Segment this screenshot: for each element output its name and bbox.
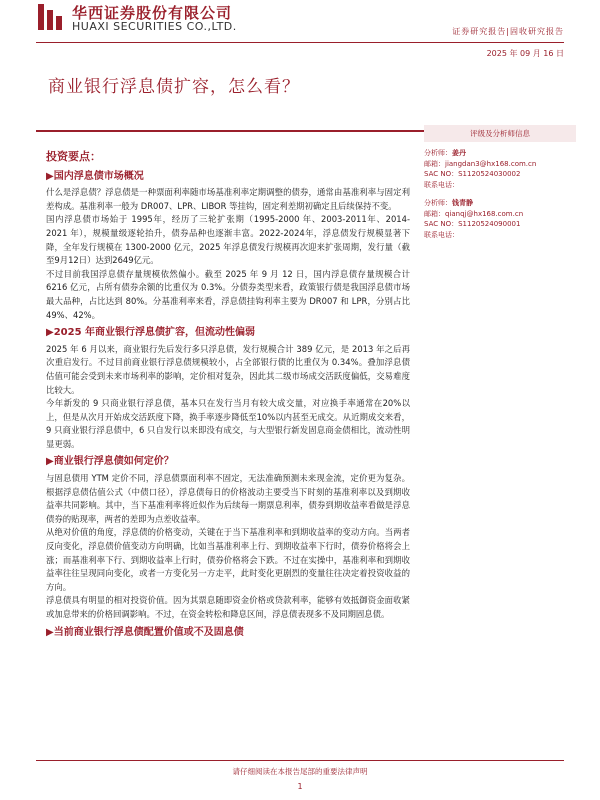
report-title: 商业银行浮息债扩容，怎么看？ <box>48 77 300 97</box>
analyst-sac: SAC NO：S1120524090001 <box>424 220 521 228</box>
legal-disclaimer: 请仔细阅读在本报告尾部的重要法律声明 <box>232 767 368 776</box>
analyst-name: 姜丹 <box>452 149 466 157</box>
section-heading-4: ▶当前商业银行浮息债配置价值或不及固息债 <box>46 626 244 638</box>
section-1-paragraph-3: 不过目前我国浮息债存量规模依然偏小。截至 2025 年 9 月 12 日，国内浮息债存量规模合计 6216 亿元，占所有债券余额的比重仅为 0.3%。分债券类型来看，政策银行债是我国浮息债市场最大品种，占比达到 80%。分基准利率来看，浮息债挂钩利率主要为 DR007 和 LPR，分别占比 49%、42%。 <box>46 268 410 320</box>
page-number: 1 <box>297 782 303 791</box>
key-points-title: 投资要点： <box>46 150 101 163</box>
analyst-email[interactable]: 邮箱：qianqj@hx168.com.cn <box>424 209 524 218</box>
section-heading-2: ▶2025 年商业银行浮息债扩容，但流动性偏弱 <box>46 327 256 339</box>
section-1-paragraph-2: 国内浮息债市场始于 1995年，经历了三轮扩张期（1995-2000 年、2003-2011年、2014-2021 年），规模量级逐轮抬升，债券品种也逐渐丰富。2022-2024年，浮息债发行规模显著下降，全年发行规模在 1300-2000 亿元，2025 年浮息债发行规模再次迎来扩张周期，发行量（截至9月12日）达到2649亿元。 <box>46 214 410 266</box>
report-date: 2025 年 09 月 16 日 <box>486 49 564 58</box>
company-name-en: HUAXI SECURITIES CO.,LTD. <box>72 20 237 33</box>
analyst-phone: 联系电话： <box>424 230 459 239</box>
section-3-paragraph-3: 浮息债具有明显的相对投资价值。因为其票息随即资金价格或贷款利率，能够有效抵御资金面收紧或加息带来的价格回调影响。不过，在资金转松和降息区间，浮息债表现多不及同期固息债。 <box>46 595 410 619</box>
section-1-paragraph-1: 什么是浮息债？浮息债是一种票面利率随市场基准利率定期调整的债券，通常由基准利率与固定利差构成。基准利率一般为 DR007、LPR、LIBOR 等挂钩，固定利差期初确定且后续保持不变。 <box>46 187 410 211</box>
main-content <box>46 150 410 642</box>
analyst-card-2 <box>424 198 576 240</box>
report-type: 证券研究报告|固收研究报告 <box>452 27 564 36</box>
section-3-paragraph-1: 与固息债用 YTM 定价不同，浮息债票面利率不固定，无法准确预测未来现金流，定价更为复杂。根据浮息债估值公式（中债口径），浮息债每日的价格波动主要受当下时刻的基准利率以及到期收益率共同影响。其中，当下基准利率将近似作为后续每一期票息利率，债券到期收益率看做是浮息债券的贴现率，两者的差即为点差收益率。 <box>46 473 410 524</box>
section-3-paragraph-2: 从绝对价值的角度，浮息债的价格变动，关键在于当下基准利率和到期收益率的变动方向。当两者反向变化，浮息债价值变动方向明确，比如当基准利率上行、到期收益率下行时，债券价格将会上涨；而基准利率下行、到期收益率上行时，债券价格将会下跌。不过在实操中，基准利率和到期收益率往往呈现同向变化，或者一方变化另一方走平，此时变化更剧烈的变量往往决定着投资收益的方向。 <box>46 527 410 592</box>
section-2-paragraph-2: 今年新发的 9 只商业银行浮息债，基本只在发行当月有较大成交量，对应换手率通常在20%以上，但是从次月开始成交活跃度下降，换手率逐步降低至10%以内甚至无成交。从近期成交来看，9 只商业银行浮息债中，6 只自发行以来即没有成交，与大型银行新发固息商金债相比，流动性明显更弱。 <box>46 398 410 449</box>
header-divider <box>36 42 564 43</box>
analyst-phone: 联系电话： <box>424 180 459 189</box>
analyst-email[interactable]: 邮箱：jiangdan3@hx168.com.cn <box>424 159 537 168</box>
company-name-cn: 华西证券股份有限公司 <box>72 4 233 22</box>
analyst-role: 分析师： <box>424 149 452 157</box>
section-2-paragraph-1: 2025 年 6 月以来，商业银行先后发行多只浮息债，发行规模合计 389 亿元，是 2013 年之后再次重启发行。不过目前商业银行浮息债规模较小，占全部银行债的比重仅为 0.34%。叠加浮息债估值可能会受到未来市场利率的影响，定价相对复杂，因此其二级市场成交活跃度偏低，交易难度比较大。 <box>46 343 410 395</box>
rating-analyst-box-title: 评级及分析师信息 <box>424 125 576 142</box>
analyst-role: 分析师： <box>424 199 452 207</box>
company-logo <box>36 2 64 32</box>
analyst-name: 钱青静 <box>452 199 473 207</box>
section-heading-3: ▶商业银行浮息债如何定价？ <box>46 456 174 468</box>
footer-divider <box>36 760 564 761</box>
analyst-sidebar <box>424 125 576 248</box>
analyst-card-1 <box>424 148 576 190</box>
analyst-sac: SAC NO：S1120524030002 <box>424 170 521 178</box>
section-heading-1: ▶国内浮息债市场概况 <box>46 170 144 182</box>
